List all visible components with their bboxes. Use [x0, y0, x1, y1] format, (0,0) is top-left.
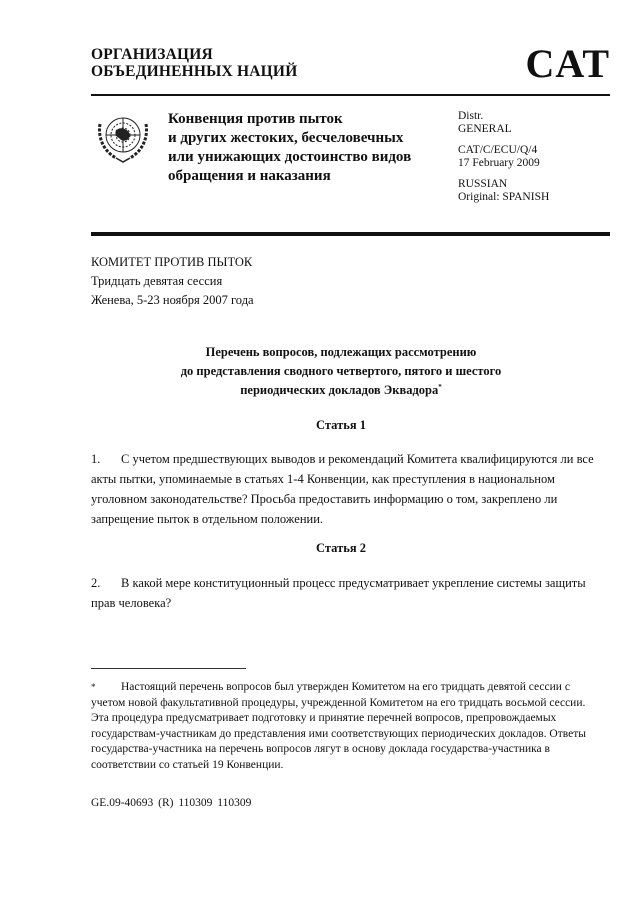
- distr-value: GENERAL: [458, 123, 512, 135]
- footnote-reference[interactable]: *: [438, 382, 442, 391]
- convention-line: и других жестоких, бесчеловечных: [168, 130, 404, 146]
- committee-name: КОМИТЕТ ПРОТИВ ПЫТОК: [91, 255, 253, 269]
- footnote-separator: [91, 668, 246, 669]
- article-paragraph: [91, 449, 606, 529]
- convention-line: обращения и наказания: [168, 168, 331, 184]
- article-paragraph: [91, 573, 606, 613]
- article-heading: Статья 1: [316, 418, 366, 432]
- document-series-symbol: CAT: [525, 41, 610, 86]
- organization-line: ОБЪЕДИНЕННЫХ НАЦИЙ: [91, 63, 298, 80]
- paragraph-number: 2.: [91, 576, 101, 590]
- organization-line: ОРГАНИЗАЦИЯ: [91, 46, 213, 63]
- title-line: Перечень вопросов, подлежащих рассмотрению: [205, 345, 477, 359]
- convention-line: или унижающих достоинство видов: [168, 149, 412, 165]
- header-divider: [91, 94, 610, 96]
- document-date: 17 February 2009: [458, 157, 540, 169]
- article-heading: Статья 2: [316, 541, 366, 555]
- convention-title: [168, 110, 411, 186]
- convention-line: Конвенция против пыток: [168, 111, 343, 127]
- job-number: GE.09-40693 (R) 110309 110309: [91, 797, 252, 809]
- committee-session: Тридцать девятая сессия: [91, 274, 223, 288]
- organization-name: [91, 46, 297, 80]
- title-line: до представления сводного четвертого, пятого и шестого: [180, 364, 502, 378]
- distr-label: Distr.: [458, 110, 484, 122]
- un-emblem-icon: [92, 106, 154, 168]
- document-language: RUSSIAN: [458, 178, 508, 190]
- footnote: [91, 680, 606, 773]
- document-title: [91, 343, 591, 400]
- distribution-block: [458, 110, 549, 204]
- committee-info: [91, 253, 254, 310]
- document-symbol: CAT/C/ECU/Q/4: [458, 144, 538, 156]
- paragraph-number: 1.: [91, 452, 101, 466]
- paragraph-text: В какой мере конституционный процесс предусматривает укрепление системы защиты прав человека?: [91, 576, 586, 610]
- paragraph-text: С учетом предшествующих выводов и рекомендаций Комитета квалифицируются ли все акты пытки, упоминаемые в статьях 1-4 Конвенции, как преступления в национальном уголовном законодательстве? Просьба предоставить информацию о том, закреплено ли запрещение пыток в отдельном положении.: [91, 452, 594, 526]
- title-line: периодических докладов Эквадора: [240, 383, 439, 397]
- committee-place-date: Женева, 5-23 ноября 2007 года: [91, 293, 254, 307]
- header-bottom-divider: [91, 232, 610, 236]
- footnote-text: Настоящий перечень вопросов был утвержден Комитетом на его тридцать девятой сессии с учетом новой факультативной процедуры, учрежденной Комитетом на его тридцать восьмой сессии. Эта процедура предусматривает подготовку и принятие перечней вопросов, препровождаемых государствам-участникам до представления ими соответствующих периодических докладов. Ответы государства-участника на перечень вопросов лягут в основу доклада государства-участника в соответствии со статьей 19 Конвенции.: [91, 681, 586, 771]
- footnote-mark: *: [91, 682, 96, 692]
- original-language: Original: SPANISH: [458, 191, 550, 203]
